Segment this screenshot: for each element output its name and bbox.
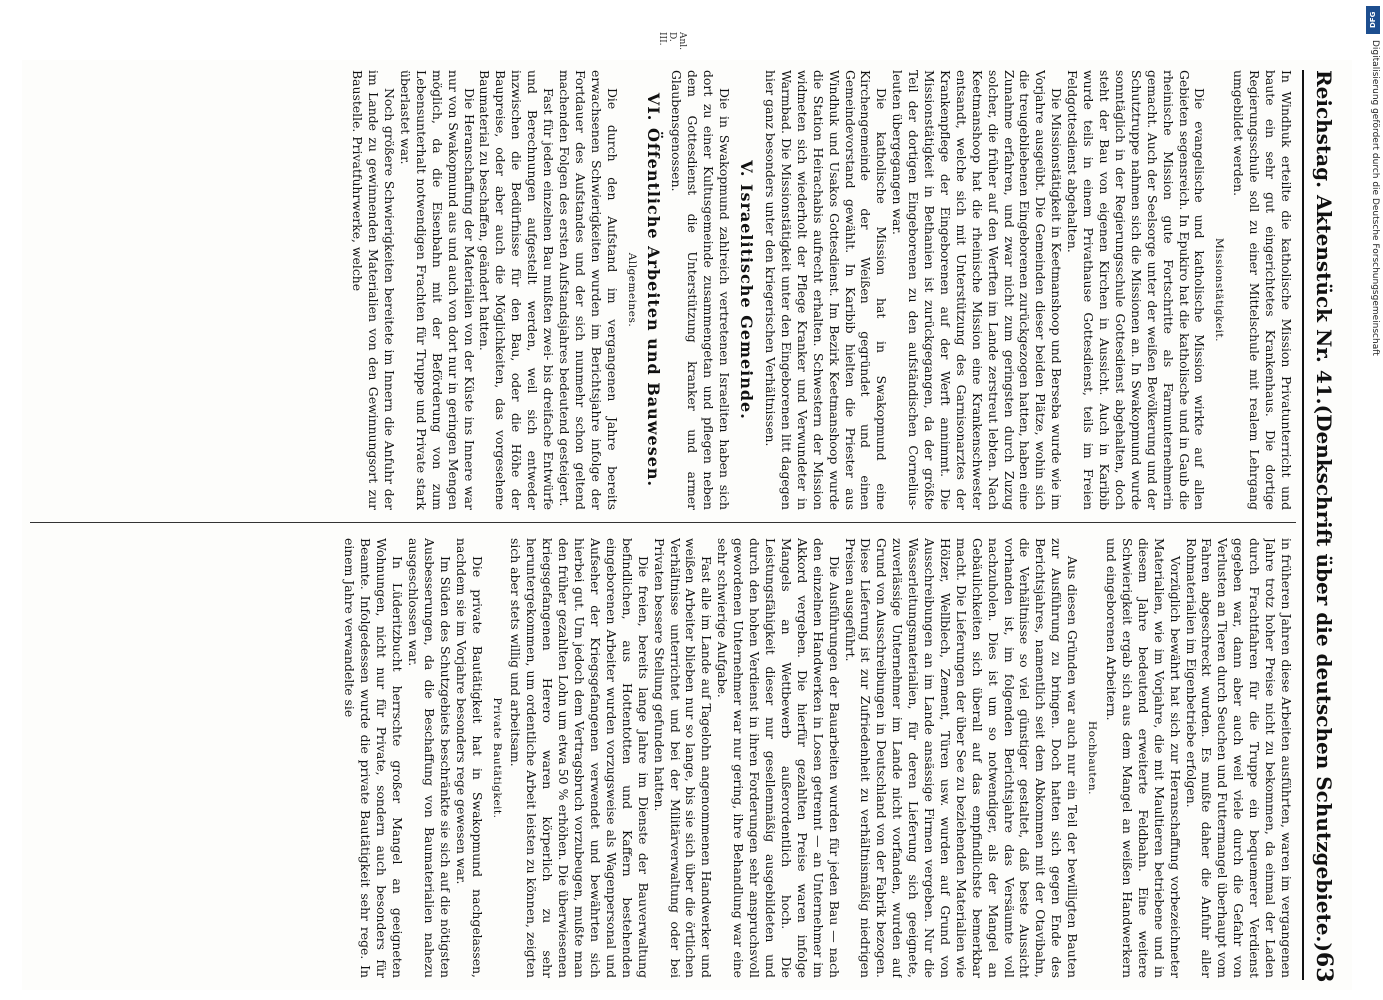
paragraph: In Windhuk erteilte die katholische Mission Privatunterricht und baute ein sehr gut eingerichtetes Krankenhaus. Die dortige Regierungsschule soll zu einer Mittelschule mit realem Lehrgang umgebildet werden.	[1231, 70, 1294, 510]
paragraph: Die private Bautätigkeit hat in Swakopmund nachgelassen, nachdem sie im Vorjahre besonders rege gewesen war.	[453, 538, 485, 978]
section-heading-vi: VI. Öffentliche Arbeiten und Bauwesen.	[643, 92, 663, 488]
paragraph: Die freien, bereits lange Jahre im Dienste der Bauverwaltung befindlichen, aus Hottentotten und Kaffern bestehenden eingeborenen Arbeiter wurden vorzugsweise als Wagenpersonal und Aufseher der Kriegsgefangenen verwendet und bewährten sich hierbei gut. Um jedoch dem Vertragsbruch vorzubeugen, mußte man den früher gezahlten Lohn um etwa 50 % erhöhen. Die überwiesenen kriegsgefangenen Herero waren körperlich zu sehr heruntergekommen, um ordentliche Arbeit leisten zu können, zeigten sich aber stets willig und arbeitsam.	[508, 538, 651, 978]
paragraph: Die katholische Mission hat in Swakopmund eine Kirchengemeinde der Weißen gegründet und einen Gemeindevorstand gewählt. In Karibib hielten die Priester aus Windhuk und Usakos Gottesdienst. Im Bezirk Keetmanshoop wurde die Station Heirachabis aufrecht erhalten. Schwestern der Mission widmeten sich wiederholt der Pflege Kranker und Verwundeter in Warmbad. Die Missionstätigkeit unter den Eingeborenen litt dagegen hier ganz besonders unter den kriegerischen Verhältnissen.	[763, 70, 890, 510]
page-number: 63	[1311, 951, 1337, 983]
subheading-mission: Missionstätigkeit.	[1213, 238, 1226, 342]
paragraph: Die evangelische und katholische Mission wirkte auf allen Gebieten segensreich. In Epukiro hat die katholische und in Gaub die rheinische Mission gute Fortschritte als Farmunternehmerin gemacht. Auch der Seelsorge unter der weißen Bevölkerung und der Schutztruppe nahmen sich die Missionen an. In Swakopmund wurde sonntäglich in der Regierungsschule Gottesdienst abgehalten, doch steht der Bau von eigenen Kirchen in Aussicht. Auch in Karibib wurde teils in einem Privathause Gottesdienst, teils im Freien Feldgottesdienst abgehalten.	[1065, 70, 1208, 510]
page-header	[1302, 70, 1344, 983]
paragraph: Fast alle im Lande auf Tagelohn angenommenen Handwerker und weißen Arbeiter blieben nur so lange, bis sie sich über die örtlichen Verhältnisse unterrichtet und bei der Militärverwaltung oder bei Privaten bessere Stellung gefunden hatten.	[651, 538, 715, 978]
subheading-private: Private Bautätigkeit.	[490, 697, 503, 819]
paragraph: Aus diesen Gründen war auch nur ein Teil der bewilligten Bauten zur Ausführung zu bringen. Doch hatten sich gegen Ende des Berichtsjahres, namentlich seit dem Abkommen mit der Otavibahn, die Verhältnisse so viel günstiger gestaltet, daß beste Aussicht vorhanden ist, im folgenden Berichtsjahre das Versäumte voll nachzuholen. Dies ist um so notwendiger, als der Mangel an Gebäulichkeiten sich überall auf das empfindlichste bemerkbar macht. Die Lieferungen der über See zu beziehenden Materialien wie Hölzer, Wellblech, Zement, Türen usw. wurden auf Grund von Ausschreibungen an im Lande ansässige Firmen vergeben. Nur die Wasserleitungsmaterialien, für deren Lieferung sich geeignete, zuverlässige Unternehmer im Lande nicht vorfanden, wurden auf Grund von Ausschreibungen in Deutschland von der Fabrik bezogen. Diese Lieferung ist zur Zufriedenheit zu verhältnismäßig niedrigen Preisen ausgeführt.	[842, 538, 1081, 978]
subheading-hochbauten: Hochbauten.	[1086, 721, 1099, 795]
paragraph: Die durch den Aufstand im vergangenen Jahre bereits erwachsenen Schwierigkeiten wurden im Berichtsjahre infolge der Fortdauer des Aufstandes und der sich nunmehr schon geltend machenden Folgen des ersten Aufstandsjahres bedeutend gesteigert.	[557, 70, 620, 510]
paragraph: in früheren Jahren diese Arbeiten ausführten, waren im vergangenen Jahre trotz hoher Preise nicht zu bekommen, da einmal der Laden durch Frachtfahren für die Truppe ein bequemerer Verdienst gegeben war, dann aber auch weil viele durch die Gefahr von Verlusten an Tieren durch Seuchen und Futtermangel überhaupt vom Fahren abgeschreckt wurden. Es mußte daher die Anfuhr aller Rohmaterialien im Eigenbetriebe erfolgen.	[1183, 538, 1294, 978]
paragraph: In Lüderitzbucht herrschte großer Mangel an geeigneten Wohnungen, nicht nur für Private, sondern auch besonders für Beamte. Infolgedessen wurde die private Bautätigkeit sehr rege. In einem Jahre verwandelte sie	[342, 538, 406, 978]
paragraph: Fast für jeden einzelnen Bau mußten zwei- bis dreifache Entwürfe und Berechnungen aufgestellt werden, weil sich entweder inzwischen die Bedürfnisse für den Bau, oder die Höhe der Baupreise, oder aber auch die Möglichkeiten, das vorgesehene Baumaterial zu beschaffen, geändert hatten.	[477, 70, 557, 510]
section-heading-v: V. Israelitische Gemeinde.	[737, 160, 757, 420]
paragraph: Die Heranschaffung der Materialien von der Küste ins Innere war nur von Swakopmund aus und auch von dort nur in geringen Mengen möglich, da die Eisenbahn mit der Beförderung von zum Lebensunterhalt notwendigen Frachten für Truppe und Private stark überlastet war.	[397, 70, 477, 510]
subheading-allgemeines: Allgemeines.	[625, 252, 638, 328]
column-divider	[30, 522, 1296, 523]
digitization-credit: Digitalisierung gefördert durch die Deutsche Forschungsgemeinschaft	[1370, 40, 1380, 356]
paragraph: Noch größere Schwierigkeiten bereitete im Innern die Anfuhr der im Lande zu gewinnenden Materialien von den Gewinnungsort zur Baustelle. Privatfuhrwerke, welche	[350, 70, 398, 510]
paragraph: Vorzüglich bewährt hat sich zur Heranschaffung vorbezeichneter Materialien, wie im Vorjahre, die mit Maultieren betriebene und in diesem Jahre bedeutend erweiterte Feldbahn. Eine weitere Schwierigkeit ergab sich aus dem Mangel an weißen Handwerkern und eingeborenen Arbeitern.	[1104, 538, 1183, 978]
header-title: (Denkschrift über die deutschen Schutzgebiete.)	[1312, 404, 1336, 952]
paragraph: Die Missionstätigkeit in Keetmanshoop und Berseba wurde wie im Vorjahre ausgeübt. Die Gemeinden dieser beiden Plätze, wohin sich die treugebliebenen Eingeborenen zurückgezogen hatten, haben eine Zunahme erfahren, und zwar nicht zum geringsten durch Zuzug solcher, die früher auf den Werften im Lande zerstreut lebten. Nach Keetmanshoop hat die rheinische Mission eine Krankenschwester entsandt, welche sich mit Unterstützung des Garnisonarztes der Krankenpflege der Eingeborenen auf der Werft annimmt. Die Missionstätigkeit in Bethanien ist zurückgegangen, da der größte Teil der dortigen Eingeborenen zu den aufständischen Cornelius-leuten übergegangen war.	[890, 70, 1065, 510]
right-column	[28, 538, 1294, 978]
paragraph: Die Ausführungen der Bauarbeiten wurden für jeden Bau — nach den einzelnen Handwerken in Losen getrennt — an Unternehmer im Akkord vergeben. Die hierfür gezahlten Preise waren infolge Mangels an Wettbewerb außerordentlich hoch. Die Leistungsfähigkeit dieser nur gesellenmäßig ausgebildeten und durch den hohen Verdienst in ihren Forderungen sehr anspruchsvoll gewordenen Unternehmer war nur gering, ihre Behandlung war eine sehr schwierige Aufgabe.	[715, 538, 842, 978]
left-column	[28, 70, 1294, 510]
header-left: Reichstag. Aktenstück Nr. 41.	[1312, 70, 1336, 405]
margin-note: Anl. D. III.	[657, 32, 687, 51]
dfg-logo: DFG	[1366, 6, 1380, 34]
paragraph: Im Süden des Schutzgebiets beschränkte sie sich auf die nötigsten Ausbesserungen, da die Beschaffung von Baumaterialien nahezu ausgeschlossen war.	[406, 538, 453, 978]
rotated-document-page	[22, 32, 1352, 990]
paragraph: Die in Swakopmund zahlreich vertretenen Israeliten haben sich dort zu einer Kultusgemeinde zusammengetan und pflegen neben dem Gottesdienst die Unterstützung kranker und armer Glaubensgenossen.	[669, 70, 733, 510]
